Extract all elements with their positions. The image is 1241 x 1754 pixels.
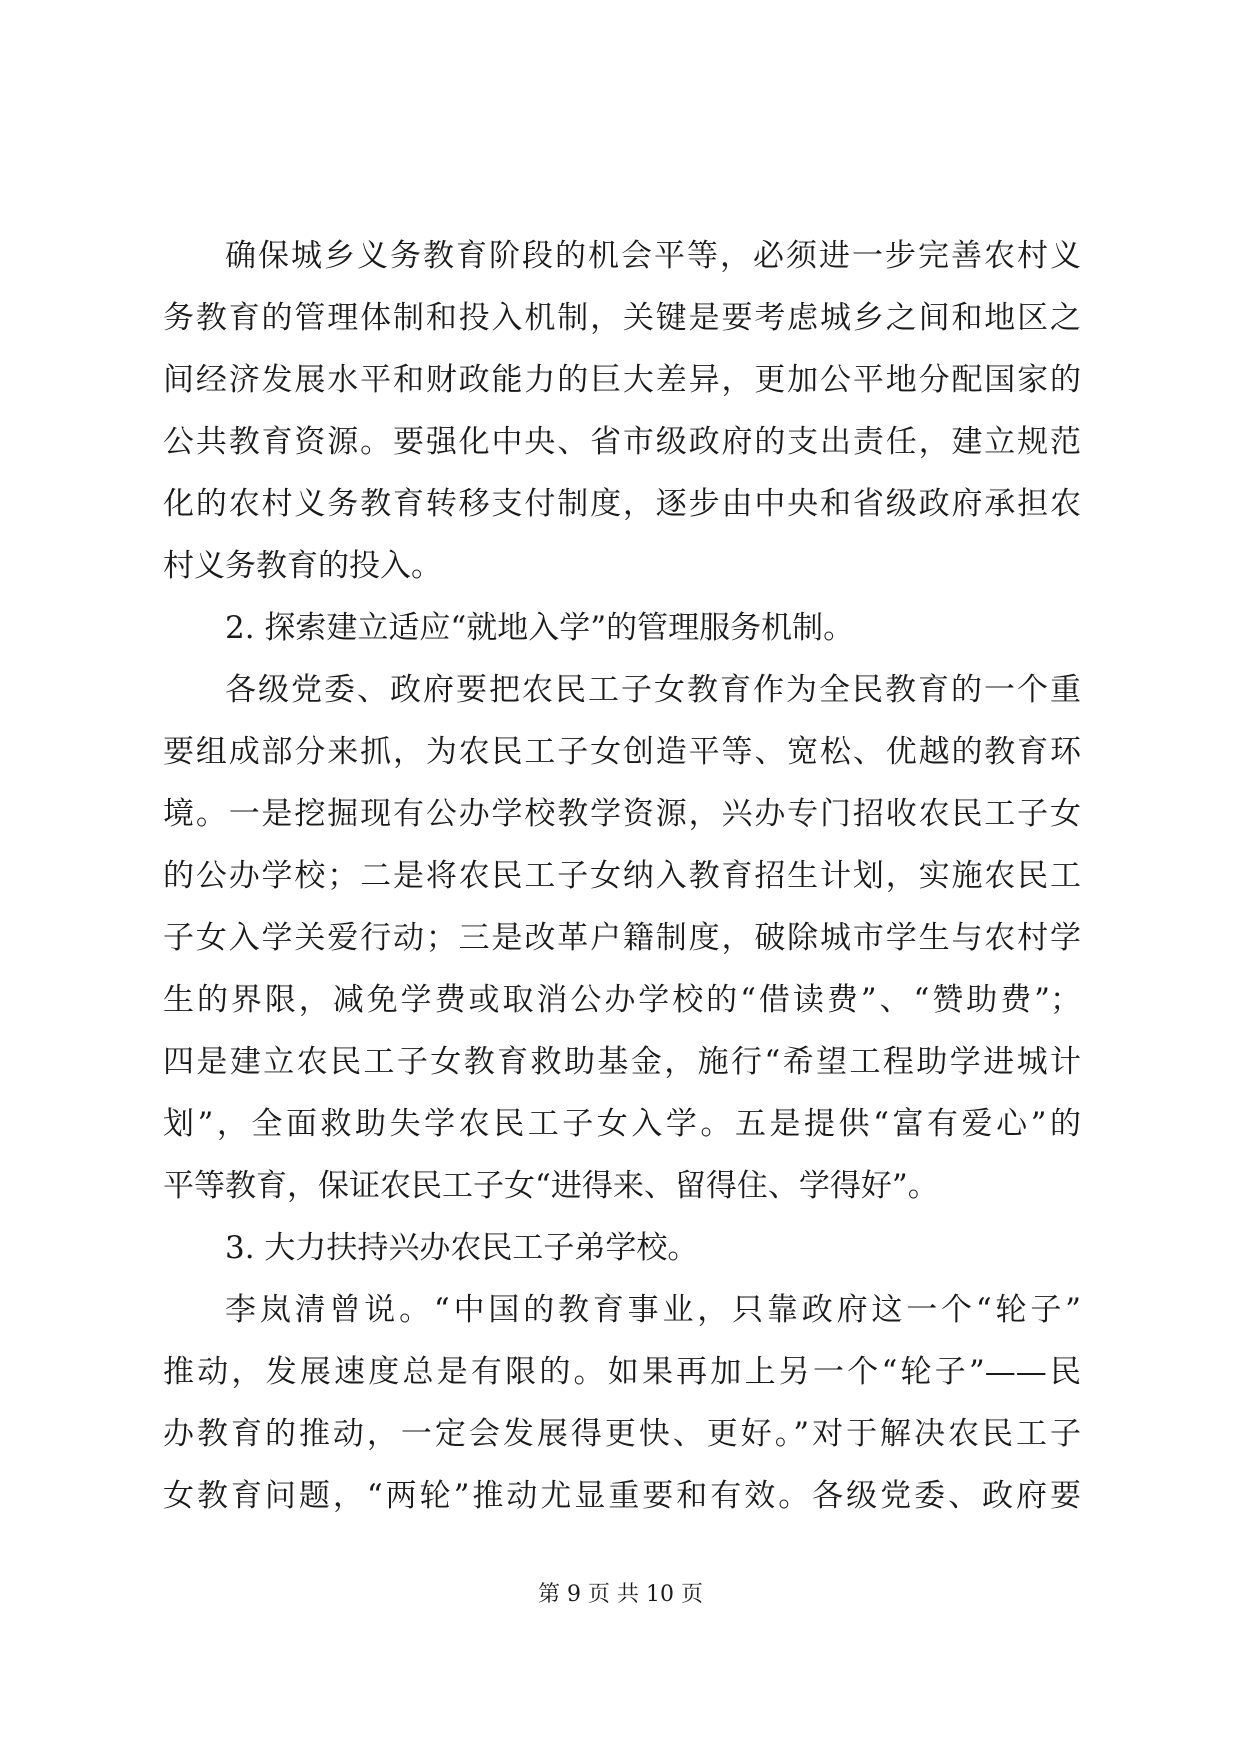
text-line: 平等教育，保证农民工子女“进得来、留得住、学得好”。 [163, 1168, 939, 1204]
section-heading-2 [163, 597, 1081, 659]
text-line: 各级党委、政府要把农民工子女教育作为全民教育的一个重 [225, 672, 1081, 708]
heading-line: 3. 大力扶持兴办农民工子弟学校。 [225, 1230, 699, 1266]
text-line: 推动，发展速度总是有限的。如果再加上另一个“轮子”——民 [163, 1354, 1081, 1390]
text-line: 确保城乡义务教育阶段的机会平等，必须进一步完善农村义 [225, 238, 1081, 274]
text-line: 划”，全面救助失学农民工子女入学。五是提供“富有爱心”的 [163, 1106, 1081, 1142]
text-line: 化的农村义务教育转移支付制度，逐步由中央和省级政府承担农 [163, 486, 1081, 522]
paragraph-1 [163, 225, 1081, 597]
text-line: 村义务教育的投入。 [163, 548, 442, 584]
section-heading-3 [163, 1217, 1081, 1279]
text-line: 李岚清曾说。“中国的教育事业，只靠政府这一个“轮子” [225, 1292, 1081, 1328]
page-number-footer: 第 9 页 共 10 页 [538, 1582, 703, 1607]
paragraph-3 [163, 1279, 1081, 1527]
text-line: 女教育问题，“两轮”推动尤显重要和有效。各级党委、政府要 [163, 1478, 1081, 1514]
text-line: 务教育的管理体制和投入机制，关键是要考虑城乡之间和地区之 [163, 300, 1081, 336]
text-line: 子女入学关爱行动；三是改革户籍制度，破除城市学生与农村学 [163, 920, 1081, 956]
heading-line: 2. 探索建立适应“就地入学”的管理服务机制。 [225, 610, 855, 646]
paragraph-2 [163, 659, 1081, 1217]
text-line: 四是建立农民工子女教育救助基金，施行“希望工程助学进城计 [163, 1044, 1081, 1080]
text-line: 的公办学校；二是将农民工子女纳入教育招生计划，实施农民工 [163, 858, 1081, 894]
text-line: 境。一是挖掘现有公办学校教学资源，兴办专门招收农民工子女 [163, 796, 1081, 832]
document-body [163, 225, 1081, 1527]
text-line: 办教育的推动，一定会发展得更快、更好。”对于解决农民工子 [163, 1416, 1081, 1452]
text-line: 要组成部分来抓，为农民工子女创造平等、宽松、优越的教育环 [163, 734, 1081, 770]
text-line: 公共教育资源。要强化中央、省市级政府的支出责任，建立规范 [163, 424, 1081, 460]
text-line: 间经济发展水平和财政能力的巨大差异，更加公平地分配国家的 [163, 362, 1081, 398]
text-line: 生的界限，减免学费或取消公办学校的“借读费”、“赞助费”； [163, 982, 1081, 1018]
